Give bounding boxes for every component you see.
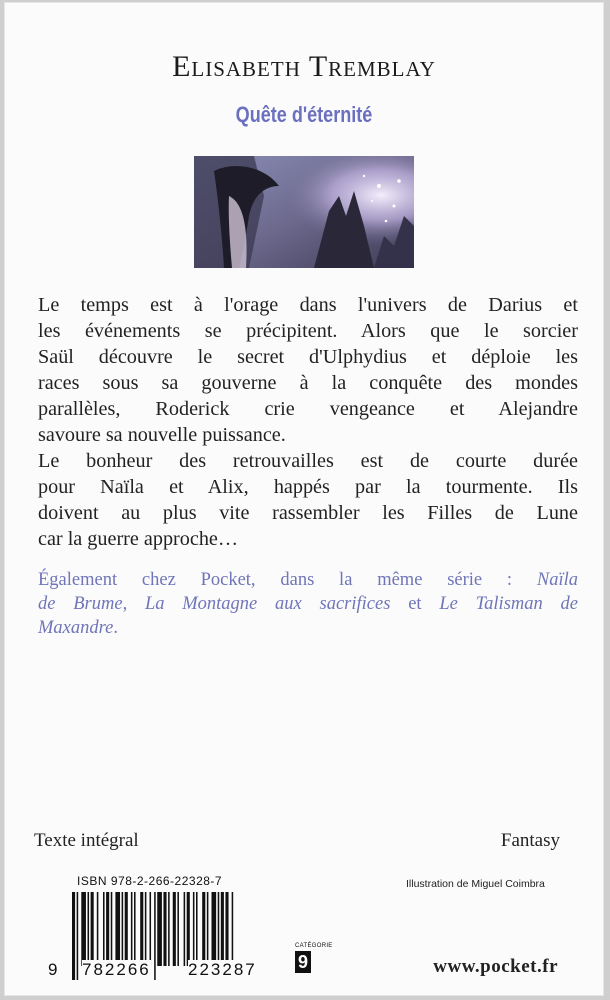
blurb-line: parallèles, Roderick crie vengeance et Alejandre: [38, 398, 578, 420]
barcode-bar: [202, 892, 205, 966]
barcode-bar: [77, 892, 79, 980]
barcode-bar: [187, 892, 190, 966]
blurb-line: Le bonheur des retrouvailles est de courte durée: [38, 450, 578, 472]
barcode-bar: [193, 892, 195, 966]
barcode-bar: [91, 892, 94, 966]
barcode-bar: [125, 892, 128, 966]
blurb-line: pour Naïla et Alix, happés par la tourmente. Ils: [38, 476, 578, 498]
blurb-line: races sous sa gouverne à la conquête des mondes: [38, 372, 578, 394]
illustration-credit: Illustration de Miguel Coimbra: [406, 878, 545, 890]
edition-note: Texte intégral: [34, 830, 139, 851]
cover-illustration: [194, 156, 414, 268]
series-prefix: Également chez Pocket, dans la même série :: [38, 570, 537, 590]
category-badge: 9: [295, 951, 311, 973]
series-book-title: de Brume: [38, 594, 123, 614]
blurb-text: [38, 292, 578, 552]
barcode-bar: [207, 892, 209, 966]
barcode-bar: [72, 892, 75, 980]
barcode-bar: [134, 892, 136, 966]
barcode-bar: [145, 892, 147, 966]
isbn-number: ISBN 978-2-266-22328-7: [77, 874, 223, 888]
series-book-title: Le Talisman de: [439, 594, 578, 614]
series-line: [38, 568, 578, 592]
series-book-title: Naïla: [536, 570, 578, 590]
series-book-title: Maxandre: [38, 618, 114, 638]
barcode-bar: [81, 892, 86, 966]
separator: ,: [122, 594, 145, 614]
barcode-bar: [218, 892, 220, 966]
separator: .: [113, 618, 118, 638]
blurb-line: les événements se précipitent. Alors que le sorcier: [38, 320, 578, 342]
barcode-digits-right: 223287: [188, 960, 257, 979]
barcode-bar: [140, 892, 143, 966]
barcode-bar: [221, 892, 224, 966]
barcode-bar: [212, 892, 217, 966]
barcode-bar: [173, 892, 176, 966]
series-line: [38, 616, 578, 640]
barcode-digits-left: 782266: [82, 960, 151, 979]
blurb-line: Saül découvre le secret d'Ulphydius et déploie les: [38, 346, 578, 368]
blurb-line: Le temps est à l'orage dans l'univers de Darius et: [38, 294, 578, 316]
blurb-line: doivent au plus vite rassembler les Filles de Lune: [38, 502, 578, 524]
book-back-cover: [4, 2, 604, 996]
illustration-image: [194, 156, 414, 268]
category-label: CATÉGORIE: [295, 943, 333, 949]
barcode-bar: [168, 892, 170, 966]
barcode-bar: [163, 892, 166, 966]
genre-label: Fantasy: [500, 830, 560, 851]
barcode-bar: [97, 892, 99, 966]
barcode-bar: [184, 892, 186, 966]
same-series-note: [38, 568, 578, 640]
blurb-line: car la guerre approche…: [38, 528, 239, 550]
barcode-bar: [154, 892, 156, 980]
author-name: Elisabeth Tremblay: [172, 50, 436, 83]
blurb-line: savoure sa nouvelle puissance.: [38, 424, 286, 446]
barcode-bar: [225, 892, 228, 966]
barcode-bar: [196, 892, 198, 966]
series-line: [38, 592, 578, 616]
barcode-bar: [103, 892, 105, 966]
barcode-bar: [111, 892, 113, 966]
barcode-digit-lead: 9: [48, 960, 58, 979]
series-book-title: La Montagne aux sacrifices: [144, 594, 391, 614]
barcode-bar: [150, 892, 152, 966]
barcode-bar: [115, 892, 120, 966]
barcode-bar: [106, 892, 109, 966]
book-title: Quête d'éternité: [235, 102, 373, 127]
barcode-bar: [157, 892, 162, 966]
separator: et: [390, 594, 440, 614]
barcode-bar: [122, 892, 124, 966]
barcode-bar: [177, 892, 179, 966]
barcode-bar: [88, 892, 90, 966]
publisher-url: www.pocket.fr: [433, 956, 558, 977]
barcode-bar: [131, 892, 133, 966]
